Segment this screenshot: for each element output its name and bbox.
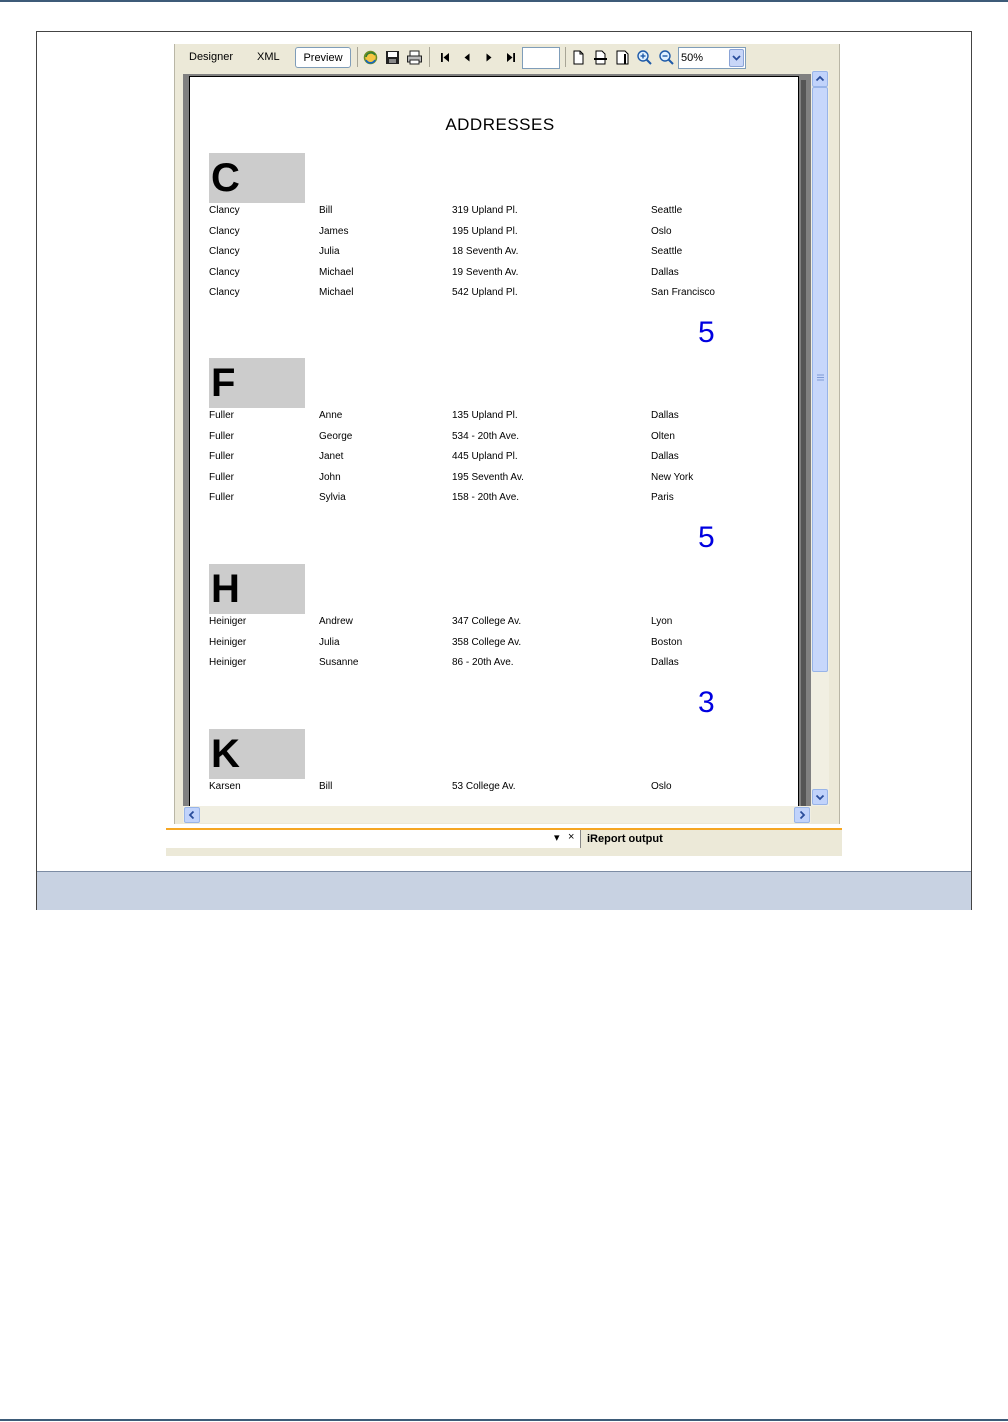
city-cell: New York (651, 471, 694, 483)
ireport-output-tab[interactable]: iReport output (580, 830, 842, 848)
street-cell: 319 Upland Pl. (452, 205, 518, 216)
group-header-band (209, 729, 305, 779)
scroll-right-button[interactable] (794, 807, 810, 823)
first-name-cell: George (319, 430, 353, 442)
scroll-left-button[interactable] (184, 807, 200, 823)
first-name-cell: Michael (319, 266, 354, 278)
designer-tab[interactable]: Designer (189, 51, 234, 63)
horizontal-scrollbar[interactable] (183, 806, 811, 823)
city-cell: Olten (651, 430, 675, 442)
street-cell: 534 - 20th Ave. (452, 430, 520, 442)
last-name-cell: Fuller (209, 430, 235, 442)
last-name-cell: Heiniger (209, 657, 247, 669)
first-page-icon[interactable] (437, 49, 454, 66)
city-cell: Paris (651, 492, 674, 504)
last-name-cell: Fuller (209, 471, 235, 483)
fit-page-icon[interactable] (614, 49, 631, 66)
report-viewport[interactable] (183, 74, 811, 806)
zoom-value: 50% (681, 52, 704, 64)
city-cell: Lyon (651, 616, 673, 627)
ireport-window (174, 44, 840, 824)
save-icon[interactable] (384, 49, 401, 66)
prev-page-icon[interactable] (459, 49, 476, 66)
last-name-cell: Heiniger (209, 616, 247, 627)
last-name-cell: Clancy (209, 287, 240, 299)
group-letter: F (211, 361, 236, 405)
chevron-down-icon (730, 50, 743, 66)
first-name-cell: Janet (319, 451, 344, 463)
next-page-icon[interactable] (480, 49, 497, 66)
city-cell: Seattle (651, 246, 683, 258)
grip-icon (817, 374, 824, 381)
city-cell: Dallas (651, 657, 679, 669)
page-number-input[interactable] (522, 47, 560, 69)
vertical-scroll-thumb[interactable] (812, 87, 828, 672)
xml-tab[interactable]: XML (257, 51, 280, 63)
street-cell: 158 - 20th Ave. (452, 492, 520, 504)
street-cell: 445 Upland Pl. (452, 451, 518, 463)
minimize-icon[interactable]: ▾ (554, 832, 560, 844)
group-count: 5 (698, 521, 715, 554)
street-cell: 19 Seventh Av. (452, 266, 519, 278)
last-name-cell: Fuller (209, 410, 235, 421)
city-cell: San Francisco (651, 287, 715, 299)
city-cell: Oslo (651, 781, 672, 792)
toolbar-separator (357, 47, 358, 67)
toolbar-separator (429, 47, 430, 67)
scroll-up-button[interactable] (812, 71, 828, 87)
group-header-band (209, 358, 305, 408)
street-cell: 53 College Av. (452, 781, 516, 792)
city-cell: Boston (651, 636, 683, 648)
first-name-cell: Julia (319, 246, 340, 258)
first-name-cell: Bill (319, 205, 333, 216)
street-cell: 195 Upland Pl. (452, 225, 518, 237)
street-cell: 195 Seventh Av. (452, 471, 524, 483)
city-cell: Dallas (651, 266, 679, 278)
first-name-cell: Bill (319, 781, 333, 792)
vertical-scrollbar[interactable] (811, 70, 829, 806)
first-name-cell: Michael (319, 287, 354, 299)
street-cell: 135 Upland Pl. (452, 410, 518, 421)
page-shadow (801, 80, 806, 806)
first-name-cell: Sylvia (319, 492, 346, 504)
single-page-icon[interactable] (570, 49, 587, 66)
last-name-cell: Clancy (209, 205, 240, 216)
last-name-cell: Karsen (209, 781, 241, 792)
last-name-cell: Fuller (209, 451, 235, 463)
city-cell: Dallas (651, 410, 679, 421)
last-name-cell: Fuller (209, 492, 235, 504)
group-header-band (209, 153, 305, 203)
street-cell: 18 Seventh Av. (452, 246, 519, 258)
street-cell: 347 College Av. (452, 616, 522, 627)
group-letter: H (211, 567, 240, 611)
last-name-cell: Clancy (209, 225, 240, 237)
page-width-icon[interactable] (592, 49, 609, 66)
zoom-select[interactable] (678, 47, 746, 69)
zoom-dropdown-button[interactable] (729, 49, 744, 67)
figure-caption-band (37, 871, 971, 910)
group-header-band (209, 564, 305, 614)
street-cell: 86 - 20th Ave. (452, 657, 514, 669)
first-name-cell: Julia (319, 636, 340, 648)
city-cell: Oslo (651, 225, 672, 237)
print-icon[interactable] (406, 49, 423, 66)
first-name-cell: James (319, 225, 349, 237)
last-page-icon[interactable] (502, 49, 519, 66)
scroll-down-button[interactable] (812, 789, 828, 805)
last-name-cell: Clancy (209, 266, 240, 278)
zoom-out-icon[interactable] (658, 49, 675, 66)
first-name-cell: Susanne (319, 657, 359, 669)
close-icon[interactable]: × (568, 831, 575, 843)
city-cell: Seattle (651, 205, 683, 216)
bottom-rule (0, 1419, 1008, 1421)
group-count: 5 (698, 316, 715, 349)
street-cell: 358 College Av. (452, 636, 522, 648)
first-name-cell: Anne (319, 410, 343, 421)
street-cell: 542 Upland Pl. (452, 287, 518, 299)
preview-tab[interactable]: Preview (295, 47, 351, 68)
panel-content-strip (166, 848, 842, 856)
report-page (189, 76, 799, 806)
group-count: 3 (698, 685, 715, 719)
preview-toolbar (175, 44, 839, 72)
group-letter: C (211, 156, 240, 200)
group-letter: K (211, 732, 240, 776)
last-name-cell: Clancy (209, 246, 240, 258)
report-title: ADDRESSES (445, 115, 555, 134)
first-name-cell: John (319, 471, 341, 483)
top-rule (0, 0, 1008, 2)
city-cell: Dallas (651, 451, 679, 463)
zoom-in-icon[interactable] (636, 49, 653, 66)
toolbar-separator (565, 47, 566, 67)
chevron-right-icon (795, 808, 809, 822)
chevron-up-icon (813, 72, 827, 86)
chevron-left-icon (185, 808, 199, 822)
last-name-cell: Heiniger (209, 636, 247, 648)
refresh-icon[interactable] (362, 49, 379, 66)
output-panel (166, 824, 842, 856)
first-name-cell: Andrew (319, 616, 353, 627)
chevron-down-icon (813, 790, 827, 804)
